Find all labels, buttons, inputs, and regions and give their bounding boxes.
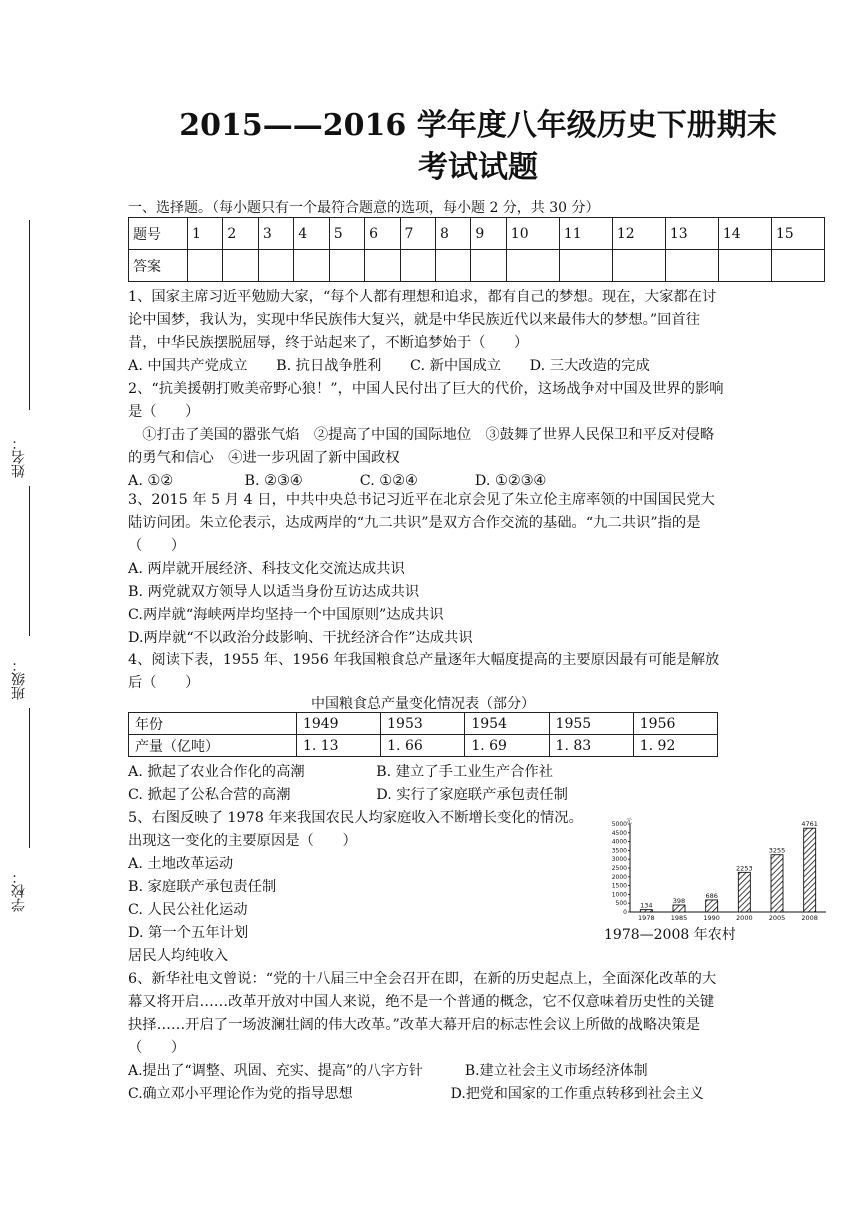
bar-2008 — [804, 828, 816, 912]
question-number-row — [129, 218, 825, 250]
table-cell: 1953 — [381, 713, 465, 735]
table-cell: 1949 — [296, 713, 380, 735]
answer-row — [129, 250, 825, 282]
section-instructions: 一、选择题。（每小题只有一个最符合题意的选项，每小题 2 分，共 30 分） — [128, 200, 600, 216]
y-tick-label: 3000 — [611, 856, 627, 864]
table-cell: 1954 — [465, 713, 549, 735]
answer-cell[interactable] — [329, 250, 364, 282]
answer-cell[interactable] — [400, 250, 435, 282]
question-6 — [128, 968, 728, 1106]
data-label: 3255 — [768, 846, 786, 855]
bar-2005 — [771, 855, 783, 912]
question-stem: 6、新华社电文曾说：“党的十八届三中全会召开在即，在新的历史起点上，全面深化改革的大幕又将开启……改革开放对中国人来说，绝不是一个普通的概念，它不仅意味着历史性的关键抉择……开启了一场波澜壮阔的伟大改革。”改革大幕开启的标志性会议上所做的战略决策是（ ） — [128, 971, 717, 1056]
question-2 — [128, 378, 728, 493]
question-number: 6 — [365, 218, 400, 250]
bar-2000 — [738, 872, 750, 912]
question-options: A. ①② B. ②③④ C. ①②④ D. ①②③④ — [128, 473, 547, 489]
option-b: B. 家庭联产承包责任制 — [128, 879, 277, 895]
y-tick-label: 500 — [615, 900, 627, 908]
option-c: C. 人民公社化运动 — [128, 902, 248, 918]
question-number: 10 — [506, 218, 559, 250]
table-cell: 1. 92 — [633, 735, 717, 757]
answer-cell[interactable] — [612, 250, 665, 282]
question-number: 9 — [471, 218, 506, 250]
answer-cell[interactable] — [471, 250, 506, 282]
option-b: B. 两党就双方领导人以适当身份互访达成共识 — [128, 584, 420, 600]
question-number: 14 — [718, 218, 771, 250]
question-number: 2 — [223, 218, 258, 250]
table-row — [129, 735, 718, 757]
margin-line — [29, 220, 30, 410]
y-tick-label: 0 — [623, 909, 627, 916]
y-tick-label: 4000 — [611, 838, 627, 846]
margin-line — [29, 486, 30, 636]
y-tick-label: 2000 — [611, 873, 627, 881]
table-row — [129, 713, 718, 735]
x-tick-label: 1990 — [703, 914, 720, 922]
table-cell: 1955 — [549, 713, 633, 735]
option-row: C. 掀起了公私合营的高潮 D. 实行了家庭联产承包责任制 — [128, 787, 568, 803]
question-number: 5 — [329, 218, 364, 250]
bar-1990 — [706, 900, 718, 912]
question-options: A. 中国共产党成立 B. 抗日战争胜利 C. 新中国成立 D. 三大改造的完成 — [128, 358, 650, 374]
option-c: C.两岸就“海峡两岸均坚持一个中国原则”达成共识 — [128, 607, 444, 623]
question-number: 3 — [258, 218, 293, 250]
option-row: A.提出了“调整、巩固、充实、提高”的八字方针 B.建立社会主义市场经济体制 — [128, 1063, 648, 1079]
grain-output-table — [128, 712, 718, 757]
table-cell: 1. 69 — [465, 735, 549, 757]
question-stem: 1、国家主席习近平勉励大家，“每个人都有理想和追求，都有自己的梦想。现在，大家都在讨论中国梦，我认为，实现中华民族伟大复兴，就是中华民族近代以来最伟大的梦想。”回首往昔，中华民族摆脱屈辱，终于站起来了，不断追梦始于（ ） — [128, 289, 717, 351]
answer-cell[interactable] — [559, 250, 612, 282]
question-number: 8 — [435, 218, 470, 250]
question-stem: 3、2015 年 5 月 4 日，中共中央总书记习近平在北京会见了朱立伦主席率领的中国国民党大陆访问团。朱立伦表示，达成两岸的“九二共识”是双方合作交流的基础。“九二共识”指的是（ ） — [128, 492, 715, 554]
y-tick-label: 5000 — [611, 821, 627, 828]
row-label: 答案 — [129, 250, 188, 282]
data-label: 398 — [672, 896, 686, 905]
chart-svg — [604, 816, 829, 926]
y-tick-label: 1500 — [611, 882, 627, 890]
x-tick-label: 2005 — [768, 914, 786, 922]
x-tick-label: 2008 — [801, 914, 818, 922]
question-stem: 4、阅读下表，1955 年、1956 年我国粮食总产量逐年大幅度提高的主要原因最有可能是解放后（ ） — [128, 652, 720, 691]
table-cell: 1. 13 — [296, 735, 380, 757]
chart-caption: 1978—2008 年农村 — [604, 927, 736, 943]
data-label: 134 — [640, 901, 653, 910]
binding-margin — [0, 0, 60, 1216]
table-cell: 1. 83 — [549, 735, 633, 757]
option-row: C.确立邓小平理论作为党的指导思想 D.把党和国家的工作重点转移到社会主义 — [128, 1086, 704, 1102]
table-cell: 1. 66 — [381, 735, 465, 757]
x-tick-label: 1985 — [670, 914, 688, 922]
question-3 — [128, 489, 728, 650]
question-stem: 出现这一变化的主要原因是（ ） — [128, 833, 357, 849]
question-number: 15 — [771, 218, 824, 250]
bar-1985 — [673, 905, 685, 912]
question-stem: 2、“抗美援朝打败美帝野心狼！”，中国人民付出了巨大的代价，这场战争对中国及世界的影响是（ ） — [128, 381, 724, 420]
option-row: A. 掀起了农业合作化的高潮 B. 建立了手工业生产合作社 — [128, 764, 554, 780]
option-d: D.两岸就“不以政治分歧影响、干扰经济合作”达成共识 — [128, 630, 473, 646]
class-label: 班级： — [11, 658, 27, 700]
answer-table — [128, 217, 825, 282]
answer-cell[interactable] — [294, 250, 329, 282]
answer-cell[interactable] — [258, 250, 293, 282]
question-number: 1 — [188, 218, 223, 250]
answer-cell[interactable] — [771, 250, 824, 282]
question-number: 7 — [400, 218, 435, 250]
x-tick-label: 2000 — [736, 914, 753, 922]
option-a: A. 两岸就开展经济、科技文化交流达成共识 — [128, 561, 405, 577]
table-header-cell: 产量（亿吨） — [129, 735, 297, 757]
y-tick-label: 4500 — [611, 829, 627, 837]
question-number: 13 — [665, 218, 718, 250]
exam-subtitle: 考试试题 — [418, 150, 538, 185]
data-label: 686 — [705, 891, 718, 900]
question-1 — [128, 286, 728, 378]
income-bar-chart — [604, 816, 829, 926]
question-items: ①打击了美国的嚣张气焰 ②提高了中国的国际地位 ③鼓舞了世界人民保卫和平反对侵略的勇气和信心 ④进一步巩固了新中国政权 — [128, 427, 715, 466]
question-stem: 5、右图反映了 1978 年来我国农民人均家庭收入不断增长变化的情况。 — [128, 810, 583, 826]
answer-cell[interactable] — [365, 250, 400, 282]
table-cell: 1956 — [633, 713, 717, 735]
question-number: 4 — [294, 218, 329, 250]
answer-cell[interactable] — [435, 250, 470, 282]
option-d: D. 第一个五年计划 — [128, 925, 249, 941]
exam-title: 2015——2016 学年度八年级历史下册期末 — [179, 108, 777, 143]
question-4-options — [128, 761, 728, 807]
x-tick-label: 1978 — [638, 914, 655, 922]
y-unit-label: 元 — [626, 818, 633, 825]
answer-cell[interactable] — [718, 250, 771, 282]
margin-line — [29, 708, 30, 848]
y-tick-label: 3500 — [611, 847, 627, 855]
answer-cell[interactable] — [188, 250, 223, 282]
data-label: 2253 — [736, 864, 753, 873]
grain-table-caption: 中国粮食总产量变化情况表（部分） — [311, 696, 535, 712]
name-label: 姓名： — [11, 436, 27, 478]
question-number: 11 — [559, 218, 612, 250]
chart-caption-continued: 居民人均纯收入 — [128, 948, 229, 964]
table-header-cell: 年份 — [129, 713, 297, 735]
data-label: 4761 — [801, 820, 818, 829]
y-tick-label: 2500 — [611, 865, 627, 872]
answer-cell[interactable] — [506, 250, 559, 282]
option-a: A. 土地改革运动 — [128, 856, 234, 872]
answer-cell[interactable] — [665, 250, 718, 282]
y-tick-label: 1000 — [611, 891, 627, 899]
answer-cell[interactable] — [223, 250, 258, 282]
row-label: 题号 — [129, 218, 188, 250]
bar-1978 — [640, 910, 652, 912]
question-number: 12 — [612, 218, 665, 250]
school-label: 学校： — [11, 870, 27, 912]
question-4 — [128, 649, 728, 695]
